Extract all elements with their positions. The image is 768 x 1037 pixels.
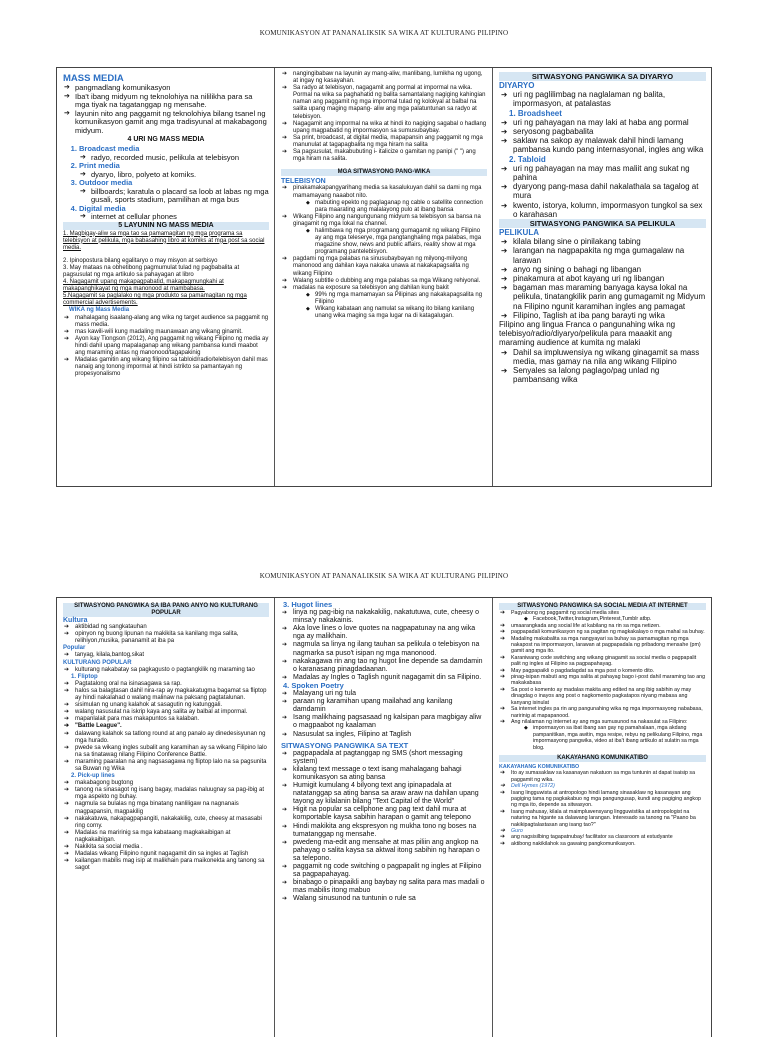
list-item: ➔ Higit na popular sa cellphone ang pag text dahil mura at komportable kaysa sabihin harapan o gamit ang telepono [293,806,487,822]
list-item: ➔ Wikang Filipino ang nangungunang midyum sa telebisyon sa bansa na ginagamit ng mga lokal na channel. ◆ halimbawa ng mga programang gumagamit ng wikang Filipino ay ang mga teleserye, mga pangtanghaling mga palabas, mga magazine show, news and public affairs, reality show at mga programang pantelebisyon. [293,214,487,257]
list-item: ➔ Madalas na maririnig sa mga kabataang magkakaibigan at nagkakaibigan. [75,830,269,844]
list-item: ➔ Madalas gamitin ang wikang filipino sa tabloid/radio/telebisyon dahil mas nanaig ang tonong impormal at hindi istrikto sa pamantayan ng propesyonalismo [75,357,269,378]
list-item: ➔ Filipino, Taglish at iba pang barayti ng wika [513,311,706,320]
list-item: ➔ Madaling makabalita sa mga nangyayari sa buhay sa pamamagitan ng mga nakapost na impormasyon, larawan at pagpapadala ng pribadong mensahe (pm) gamit ang mga ito. [511,636,706,655]
list-item: ➔ Iba't ibang midyum ng teknolohiya na nililikha para sa mga tiyak na tagatanggap ng mensahe. [75,93,269,110]
diyaryo-band: SITWASYONG PANGWIKA SA DIYARYO [499,72,706,81]
social-media-list [499,610,706,751]
list-item: ➔ mas kawili-wili kung madaling maunawaan ang wikang ginamit. [75,329,269,336]
fliptop-title: 1. Fliptop [71,673,98,680]
list-item: ➔ pinakamura at abot kayang uri ng libangan [513,274,706,283]
list-item: ➔ dyaryong pang-masa dahil nakalathala sa tagalog at mura [513,182,706,200]
list-item: ➔ Senyales sa lalong paglago/pag unlad ng pambansang wika [513,366,706,384]
kulturang-popular-title: KULTURANG POPULAR [63,659,132,666]
list-item: ➔ Isang mahusay, kilala at maimpluwensyang lingguwistika at antropologist na naturing na higante sa dalawang larangan. Interesado sa tanong na "Paano ba nakikipagtalastasan ang isang tao?" [511,809,706,828]
list-item: ➔ linya ng pag-ibig na nakakakilig, nakatutuwa, cute, cheesy o minsa'y nakakainis. [293,609,487,625]
list-item: ➔ pagpapadali komunikasyon ng sa pagitan ng magkakalayo o mga mahal sa buhay. [511,629,706,635]
list-item: ➔ aktibong nakikilahok sa gawaing pangkomunikasyon. [511,841,706,847]
list-item: ➔ Hindi makikita ang ekspresyon ng mukha tono ng boses na tumatanggap ng mensahe. [293,823,487,839]
telebisyon-list [281,185,487,320]
list-item: ➔ tanyag, kilala,bantog,sikat [75,652,269,659]
list-item: ➔ Sa pagsusulat, makabubuting i- italicize o gamitan ng panipi (" ") ang mga hiram na salita. [293,149,487,163]
list-item: ➔ larangan na nagpapakita ng mga gumagalaw na larawan [513,246,706,264]
list-item: ➔ Nasusulat sa ingles, Filipino at Taglish [293,731,487,739]
list-item: ➔ radyo, recorded music, pelikula at telebisyon [91,154,269,163]
popular-title: Popular [63,645,86,652]
list-item: ➔ Ang nilalaman ng internet ay ang mga sumusunod na nakasulat sa Filipino: ◆ impormasyon sa ibat ibang san gay ng pamahalaan, mga akdang pampanitikan, mga awitin, mga resipe, rebyu ng pelikulang Filipino, mga impormasyong pangwika, video at iba't ibang artikulo at sulatin sa mga blog. [511,719,706,751]
list-item: ➔ kilalang text message o text isang mahalagang bahagi komunikasyon sa ating bansa [293,766,487,782]
diyaryo-pelikula-column [493,68,711,486]
list-item: ➔ makabagong bugtong [75,780,269,787]
kakayahan-band: KAKAYAHANG KOMUNIKATIBO [499,755,706,762]
list-item: ➔ Sa internet ingles pa rin ang pangunahing wika ng mga impormasyong nababasa, naririnig at mapapanood. [511,706,706,719]
list-item: ➔ walang nasusulat na iskrip kaya ang salita ay balbal at impormal. [75,709,269,716]
list-item: ➔ May pagpapaikli o pagdadagdat sa mga post o komento dito. [511,668,706,674]
list-item: ➔ uri ng pahayagan na may mas maliit ang sukat ng pahina [513,164,706,182]
uri-broadcast: 1. Broadcast media ➔ radyo, recorded music, pelikula at telebisyon [79,145,269,162]
list-item: ➔ dyaryo, libro, polyeto at komiks. [91,171,269,180]
mass-media-column [57,68,275,486]
social-media-column [493,598,711,1037]
broadsheet-title: 1. Broadsheet [509,108,562,118]
pickup-list [63,780,269,872]
list-item: ➔ pwede sa wikang ingles subalit ang karamihan ay sa wikang Filipino lalo na sa tinatawag nilang Filipino Conference Battle. [75,745,269,759]
social-media-band: SITWASYONG PANGWIKA SA SOCIAL MEDIA AT INTERNET [499,603,706,610]
mass-media-title: MASS MEDIA [63,73,124,84]
uri-digital: 4. Digital media ➔ internet at cellular phones [79,205,269,222]
list-item: ➔ Pagyabong ng paggamit ng social media sites ◆ Facebook,Twitter,Instagram,Pinterest,Tumblr atbp. [511,610,706,623]
list-item: ➔ pagdami ng mga palabas na sinusubaybayan ng milyong-milyong manonood ang dahilan kaya nakaka unawa at nakakapagsalita ng wikang Filipino [293,256,487,277]
uri-outdoor: 3. Outdoor media ➔ billboards; karatula o placard sa loob at labas ng mga gusali, sports stadium, pamilihan at mga bus [79,179,269,205]
kultura-list [63,624,269,645]
pelikula-band: SITWASYONG PANGWIKA SA PELIKULA [499,219,706,228]
notes-sheet-1 [56,67,712,487]
list-item: ➔ maraming paaralan na ang nagsasagawa ng fliptop lalo na sa pagsunita sa Buwan ng Wika [75,759,269,773]
list-item: ➔ Walang sinusunod na tuntunin o rule sa [293,895,487,903]
spoken-poetry-list [281,690,487,739]
pelikula-list [499,237,706,320]
list-item: ➔ nagmula sa bulalas ng mga binatang nanliligaw na nagnanais magpapansin, magpakilig [75,801,269,815]
sub-item: ◆ Wikang kabataan ang namulat sa wikang ito bilang kanilang unang wika maging sa mga lugar na di katagalugan. [315,306,487,320]
list-item: ➔ kulturang nakabatay sa pagkagusto o pagtangkilik ng maraming tao [75,667,269,674]
list-item: ➔ mahalagang isaalang-alang ang wika ng target audience sa paggamit ng mass media. [75,315,269,329]
list-item: ➔ Madalas wikang Filipino ngunit nagagamit din sa ingles at Taglish [75,851,269,858]
list-item: ➔ nagmula sa linya ng ilang tauhan sa pelikula o telebisyon na nagmarka sa puso't isipan ng mga manonood. [293,641,487,657]
tabloid-title: 2. Tabloid [509,154,546,164]
hugot-text-column [275,598,493,1037]
pelikula-paragraph: Filipino ang lingua Franca o pangunahing wika ng telebisyo/radio/diyaryo/pelikula para maaakit ang maraming audience at kumita ng malaki [499,320,676,348]
spoken-poetry-title: 4. Spoken Poetry [283,680,344,690]
list-item: ➔ Sa radyo at telebisyon, nagagamit ang pormal at impormal na wika. Pormal na wika sa paghahatid ng balita samantalang nagiging kahingian naman ang paggamit ng mga impormal tulad ng kolokyal at balbal na salita upang maging mapang- aliw ang mga palatuntunan sa radyo at telebisyon. [293,85,487,120]
sub-item: ◆ Facebook,Twitter,Instagram,Pinterest,Tumblr atbp. [533,616,706,622]
list-item: ➔ pangmadlang komunikasyon [75,84,269,93]
list-item: ➔ tanong na sinasagot ng isang bagay, madalas naluugnay sa pag-ibig at mga aspekto ng buhay. [75,787,269,801]
kultura-title: Kultura [63,617,88,624]
list-item: ➔ Ayon kay Tiongson (2012), Ang paggamit ng wikang Filipino ng media ay hindi dahil upang mapalaganap ang wikang pambansa kundi maabot ang maraming antas ng manonood/tagapakinig [75,336,269,357]
list-item: ➔ paggamit ng code switching o pagpapalit ng ingles at Filipino sa pagpapahayag. [293,863,487,879]
sub-item: ◆ halimbawa ng mga programang gumagamit ng wikang Filipino ay ang mga teleserye, mga pangtanghaling mga palabas, mga magazine show, news and public affairs, reality show at mga programang pantelebisyon. [315,228,487,256]
list-item: ➔ Isang malikhaing pagsasaad ng kalsipan para magbigay aliw o magpaabot ng kaalaman [293,714,487,730]
pelikula-title: PELIKULA [499,228,539,238]
list-item: ➔ aktibidad ng sangkatauhan [75,624,269,631]
list-item: ➔ Aka love lines o love quotes na nagpapatunay na ang wika nga ay malikhain. [293,625,487,641]
hugot-list [281,609,487,682]
kakayahan-title: KAKAYAHANG KOMUNIKATIBO [499,763,580,770]
list-item: ➔ paraan ng karamihan upang mailahad ang kanilang damdamin [293,698,487,714]
notes-sheet-2 [56,597,712,1037]
wika-list [63,315,269,379]
list-item: ➔ internet at cellular phones [91,213,269,222]
list-item: ➔ Malayang uri ng tula [293,690,487,698]
list-item: ➔ kwento, istorya, kolumn, impormasyon tungkol sa sex o karahasan [513,201,706,219]
list-item: ➔ seryosong pagbabalita [513,127,706,136]
layunin-title: 5 LAYUNIN NG MASS MEDIA [63,222,269,230]
fliptop-list [63,681,269,773]
list-item: ➔ kailangan mabilis mag isip at malikhain para maikonekta ang tanong sa sagot [75,858,269,872]
list-item: ➔ Karaniwang code switching ang wikang ginagamit sa social media o pagpapalit palit ng ingles at Filipino sa pagpapahayag. [511,655,706,668]
list-item: ➔ pwedeng ma-edit ang mensahe at mas piliin ang angkop na pahayag o salita kaysa sa aktwal itong sabihin ng harapan o sa telepono. [293,839,487,863]
list-item: ➔ bagaman mas maraming banyaga kaysa lokal na pelikula, tinatangkilik parin ang gumagamit ng Midyum na Filipino ngunit karamihan ingles ang pamagat [513,283,706,311]
list-item: ➔ Humigit kumulang 4 bilyong text ang ipinapadala at natatanggap sa ating bansa sa araw araw na dahilan upang tayong ay kilalanin bilang "Text Capital of the World" [293,782,487,806]
layunin-5: 5.Nagagamit sa paglalako ng mga produkto sa pamamagitan ng mga commercial advertisements. [63,293,247,307]
kakayahan-list [499,770,706,847]
list-item: ➔ nangingibabaw na layunin ay mang-aliw, manlibang, lumikha ng ugong, at ingay ng kasayahan. [293,71,487,85]
list-item: ➔ nakakagawa rin ang tao ng hugot line depende sa damdamin o karanasang pinagdadaanan. [293,658,487,674]
layunin-3: 3. May mataas na obhetibong pagmumulat tulad ng pagbabalita at pagsusulat ng mga artikulo sa pahayagan at libro [63,264,240,278]
text-list [281,750,487,904]
pickup-title: 2. Pick-up lines [71,773,115,780]
list-item: ➔ umaarangkada ang social life at kabilang na rin sa mga netizen. [511,623,706,629]
hugot-title: 3. Hugot lines [283,600,333,609]
telebisyon-title: TELEBISYON [281,178,326,186]
list-item: ➔ Sa post o komento ay madalas makita ang edited na ang ibig sabihin ay may dinagdag o inayos ang post o nagkomento pagkatapos niyang mabasa ang kanyang isinulat [511,687,706,706]
popular-list [63,652,269,659]
list-item: ➔ pinag-isipan mabuti ang mga salita at pahayag bago i-post dahil maraming tao ang makakabasa [511,674,706,687]
list-item: ➔ pagpapadala at pagtanggap ng SMS (short messaging system) [293,750,487,766]
list-item: ➔ Madalas ay Ingles o Taglish ngunit nagagamit din sa Filipino. [293,674,487,682]
list-item: ➔ Isang lingguwista at antropologo hindi lamang sinasaklaw ng kasanayan ang pagiging tama ng pagkakabuo ng mga pangungusap, kundi ang pagiging angkop ng mga ito, depende sa sitwasyon. [511,790,706,809]
list-item: ➔ opinyon ng buong lipunan na makikita sa kanilang mga salita, relihiyon,musika, pananamit at iba pa [75,631,269,645]
media-language-list [281,71,487,163]
list-item: ➔ Nagagamit ang impormal na wika at hindi ito nagiging sagabal o hadlang upang magpabatid ng impormasyon sa sumusubaybay. [293,121,487,135]
list-item: ➔ layunin nito ang paggamit ng teknolohiya bilang tsanel ng komunikasyon gamit ang mga tradisyunal at makabagong midyum. [75,110,269,136]
uri-print: 2. Print media ➔ dyaryo, libro, polyeto at komiks. [79,162,269,179]
broadsheet-list [499,118,706,155]
list-item: ➔ mapanlalait para mas makapuntos sa kalaban. [75,716,269,723]
list-item: ➔ Walang subtitle o dubbing ang mga palabas sa mga Wikang rehiyonal. [293,278,487,285]
kultura-column [57,598,275,1037]
list-item: ➔ saklaw na sakop ay malawak dahil hindi lamang pambansa kundo pang internasyonal, ingles ang wika [513,136,706,154]
uri-title: 4 URI NG MASS MEDIA [127,136,205,143]
page-header: KOMUNIKASYON AT PANANALIKSIK SA WIKA AT KULTURANG PILIPINO [259,29,509,37]
diyaryo-title: DIYARYO [499,81,535,90]
list-item: ➔ Nakikita sa social media . [75,844,269,851]
sub-item: ◆ impormasyon sa ibat ibang san gay ng pamahalaan, mga akdang pampanitikan, mga awitin, mga resipe, rebyu ng pelikulang Filipino, mga impormasyong pangwika, video at iba't ibang artikulo at sulatin sa mga blog. [533,725,706,751]
list-item: ➔ pinakamakapangyarihang media sa kasalukuyan dahil sa dami ng mga mamamayang naaabot nito. ◆ mabuting epekto ng paglaganap ng cable o satellite connection para maarating ang malalayong pulo at ibang bansa [293,185,487,213]
layunin-2: 2. Ipinopostura bilang egalitaryo o may misyon at serbisyo [63,257,218,264]
sub-item: ◆ 99% ng mga mamamayan sa Pilipinas ang nakakapagsalita ng Filipino [315,292,487,306]
kulturang-popular-list [63,667,269,674]
list-item: ➔ ang nagsisilbing tagapatnubay/ facilitator sa classroom at estudyante [511,834,706,840]
list-item: ➔ halos sa balagtasan dahil nira-rap ay magkakatugma bagamat sa fliptop ay hindi nakalahad o walang malinaw na paksang pagtatalunan. [75,688,269,702]
sub-item: ◆ mabuting epekto ng paglaganap ng cable o satellite connection para maarating ang malalayong pulo at ibang bansa [315,200,487,214]
list-item: ➔ Guro [511,828,706,834]
wika-title: WIKA ng Mass Media [69,307,130,314]
list-item: ➔ nakakatuwa, nakapagpapangiti, nakakakilig, cute, cheesy at masasabi ring corny. [75,816,269,830]
text-band: SITWASYONG PANGWIKA SA TEXT [281,740,409,750]
kultura-band: SITWASYONG PANGWIKA SA IBA PANG ANYO NG KULTURANG POPULAR [63,603,269,617]
list-item: ➔ uri ng paglilimbag na naglalaman ng balita, impormasyon, at patalastas [513,90,706,108]
sitwasyon-column [275,68,493,486]
sitwasyon-band: MGA SITWASYONG PANG-WIKA [281,169,487,176]
page-header-2: KOMUNIKASYON AT PANANALIKSIK SA WIKA AT KULTURANG PILIPINO [259,572,509,580]
list-item: ➔ Sa print, broadcast, at digital media, mapapansin ang paggamit ng mga manunulat at tagapagbalita ng mga hiram na salita [293,135,487,149]
pelikula-list-2 [499,348,706,385]
list-item: ➔ dalawang kalahok sa tatlong round at ang panalo ay dinedesisyunan ng mga hurado. [75,731,269,745]
list-item: ➔ Dahil sa impluwensiya ng wikang ginagamit sa mass media, mas gamay na nila ang wikang Filipino [513,348,706,366]
list-item: ➔ Dell Hymes (1972) [511,783,706,789]
mass-media-intro [63,84,269,135]
list-item: ➔ Ito ay sumasaklaw sa kasanayan nakatuon sa mga tuntunin at dapat isaisip sa paggamit ng wika. [511,770,706,783]
list-item: ➔ anyo ng sining o bahagi ng libangan [513,265,706,274]
uri-list [63,145,269,222]
tabloid-list [499,164,706,219]
list-item: ➔ billboards; karatula o placard sa loob at labas ng mga gusali, sports stadium, pamilihan at mga bus [91,188,269,205]
list-item: ➔ uri ng pahayagan na may laki at haba ang pormal [513,118,706,127]
list-item: ➔ binabago o pinapaikli ang baybay ng salita para mas madali o mas mabilis itong mabuo [293,879,487,895]
list-item: ➔ kilala bilang sine o pinilakang tabing [513,237,706,246]
list-item: ➔ Pagtatalong oral na isinasagawa sa rap. [75,681,269,688]
list-item: ➔ "Battle League". [75,723,269,730]
list-item: ➔ madalas na exposure sa telebisyon ang dahilan kung bakit ◆ 99% ng mga mamamayan sa Pilipinas ang nakakapagsalita ng Filipino ◆ Wikang kabataan ang namulat sa wikang ito bilang kanilang unang wika maging sa mga lugar na di katagalugan. [293,285,487,320]
layunin-4: 4. Nagagamit upang makapagpabatid, makapagmungkahi at makapanghikayat ng mga manonood at mambabasa. [63,279,224,293]
layunin-1: 1. Magbigay-aliw sa mga tao sa pamamagitan ng mga programa sa telebisyon at pelikula, mga babasahing libro at komiks at mga post sa social media. [63,230,265,251]
diyaryo-list [499,90,706,108]
list-item: ➔ sisimulan ng unang kalahok at sasagutin ng katunggali. [75,702,269,709]
